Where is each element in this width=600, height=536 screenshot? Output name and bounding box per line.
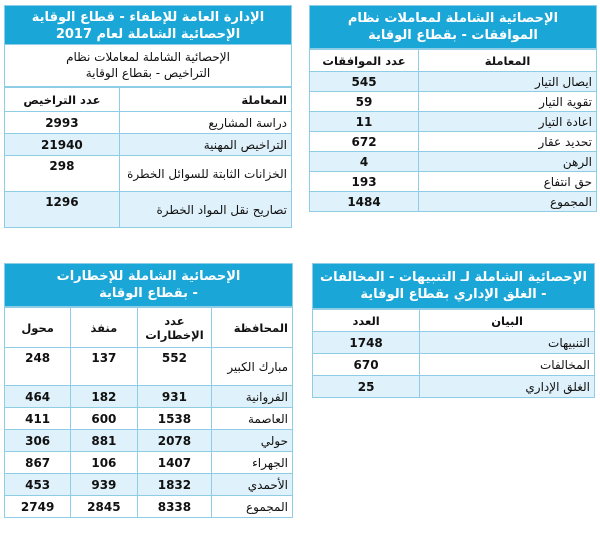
notices-row-referred: 411 [5,408,71,430]
table-row [310,92,597,112]
licenses-row-count: 1296 [5,192,120,228]
notices-total-label: المجموع [212,496,293,518]
approvals-title-line1: الإحصائية الشاملة لمعاملات نظام [347,11,559,26]
approvals-col-count: عدد الموافقات [310,50,419,72]
warnings-title [312,263,595,309]
licenses-row-name: التراخيص المهنية [119,134,291,156]
notices-row-referred: 453 [5,474,71,496]
licenses-table [4,87,292,228]
licenses-subtitle [4,45,292,87]
licenses-col-name: المعاملة [119,88,291,112]
approvals-row-count: 193 [310,172,419,192]
table-row [5,192,292,228]
licenses-sub-line1: الإحصائية الشاملة لمعاملات نظام [66,50,230,64]
licenses-title [4,5,292,45]
licenses-header-row [5,88,292,112]
approvals-row-name: اعادة التيار [419,112,597,132]
table-row [310,172,597,192]
notices-row-referred: 248 [5,348,71,386]
warnings-title-line2: - الغلق الإداري بقطاع الوقاية [360,287,547,302]
warnings-table [312,309,595,398]
table-row [5,386,293,408]
notices-row-done: 600 [71,408,137,430]
notices-col-referred: محول [5,308,71,348]
table-row [310,72,597,92]
warnings-panel [312,263,595,398]
table-row [5,430,293,452]
licenses-row-count: 21940 [5,134,120,156]
notices-col-done: منفذ [71,308,137,348]
notices-row-gov: العاصمة [212,408,293,430]
table-row [5,348,293,386]
approvals-row-count: 59 [310,92,419,112]
warnings-col-name: البيان [420,310,595,332]
licenses-row-count: 298 [5,156,120,192]
warnings-row-name: الغلق الإداري [420,376,595,398]
licenses-row-count: 2993 [5,112,120,134]
notices-col-gov: المحافظة [212,308,293,348]
approvals-row-name: الرهن [419,152,597,172]
notices-row-total: 552 [137,348,212,386]
notices-total-referred: 2749 [5,496,71,518]
approvals-col-name: المعاملة [419,50,597,72]
notices-row-referred: 306 [5,430,71,452]
approvals-panel [309,5,597,212]
warnings-row-name: التنبيهات [420,332,595,354]
licenses-panel [4,5,292,228]
notices-title-line1: الإحصائية الشاملة للإخطارات [56,269,241,284]
table-row [5,408,293,430]
warnings-row-count: 1748 [313,332,420,354]
notices-row-done: 137 [71,348,137,386]
licenses-title-line2: الإحصائية الشاملة لعام 2017 [55,27,241,42]
licenses-row-name: تصاريح نقل المواد الخطرة [119,192,291,228]
notices-table [4,307,293,518]
table-row [310,152,597,172]
licenses-title-line1: الإدارة العامة للإطفاء - قطاع الوقاية [31,10,265,25]
warnings-row-name: المخالفات [420,354,595,376]
notices-row-referred: 867 [5,452,71,474]
table-row [5,156,292,192]
notices-row-total: 1832 [137,474,212,496]
approvals-total-label: المجموع [419,192,597,212]
notices-row-done: 182 [71,386,137,408]
approvals-row-count: 545 [310,72,419,92]
approvals-row-name: تحديد عقار [419,132,597,152]
notices-panel [4,263,293,518]
notices-row-total: 1407 [137,452,212,474]
approvals-table [309,49,597,212]
notices-row-done: 939 [71,474,137,496]
total-row [5,496,293,518]
licenses-row-name: الخزانات الثابتة للسوائل الخطرة [119,156,291,192]
approvals-total-count: 1484 [310,192,419,212]
notices-row-done: 881 [71,430,137,452]
table-row [5,134,292,156]
notices-row-gov: حولي [212,430,293,452]
warnings-row-count: 25 [313,376,420,398]
table-row [313,354,595,376]
approvals-row-count: 4 [310,152,419,172]
approvals-row-name: تقوية التيار [419,92,597,112]
notices-col-total: عدد الإخطارات [137,308,212,348]
licenses-col-count: عدد التراخيص [5,88,120,112]
notices-row-gov: الفروانية [212,386,293,408]
notices-row-total: 2078 [137,430,212,452]
notices-total-total: 8338 [137,496,212,518]
approvals-row-name: ايصال التيار [419,72,597,92]
notices-total-done: 2845 [71,496,137,518]
notices-row-done: 106 [71,452,137,474]
licenses-sub-line2: التراخيص - بقطاع الوقاية [85,66,211,80]
table-row [5,474,293,496]
notices-row-gov: الجهراء [212,452,293,474]
table-row [310,112,597,132]
notices-row-gov: الأحمدي [212,474,293,496]
table-row [310,132,597,152]
notices-title [4,263,293,307]
table-row [5,452,293,474]
approvals-row-count: 11 [310,112,419,132]
table-row [313,332,595,354]
table-row [5,112,292,134]
notices-row-total: 1538 [137,408,212,430]
notices-title-line2: - بقطاع الوقاية [99,286,198,301]
warnings-row-count: 670 [313,354,420,376]
notices-row-gov: مبارك الكبير [212,348,293,386]
warnings-col-count: العدد [313,310,420,332]
notices-row-referred: 464 [5,386,71,408]
total-row [310,192,597,212]
notices-row-total: 931 [137,386,212,408]
licenses-row-name: دراسة المشاريع [119,112,291,134]
approvals-title-line2: الموافقات - بقطاع الوقاية [368,28,538,43]
approvals-header-row [310,50,597,72]
table-row [313,376,595,398]
approvals-title [309,5,597,49]
approvals-row-count: 672 [310,132,419,152]
approvals-row-name: حق انتفاع [419,172,597,192]
warnings-header-row [313,310,595,332]
warnings-title-line1: الإحصائية الشاملة لـ التنبيهات - المخالفات [320,270,587,285]
notices-header-row [5,308,293,348]
